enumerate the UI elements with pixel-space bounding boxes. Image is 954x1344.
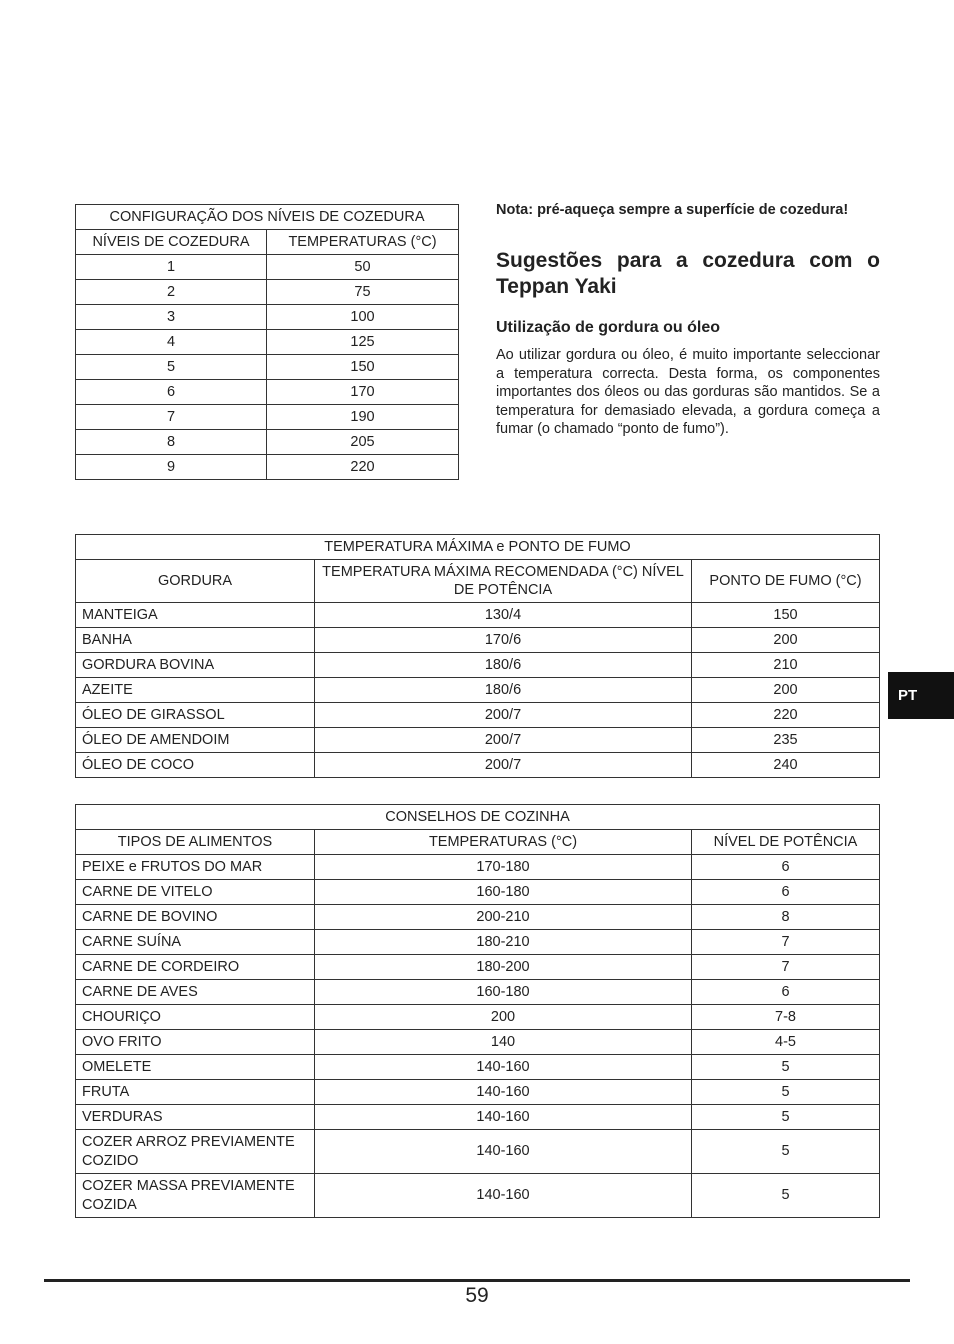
table-row xyxy=(76,255,459,280)
table-row xyxy=(76,455,459,480)
table-cell: 6 xyxy=(692,855,880,880)
table-cell: OMELETE xyxy=(76,1055,315,1080)
table-row xyxy=(76,330,459,355)
table-cell: 190 xyxy=(267,405,459,430)
table-cell: COZER MASSA PREVIAMENTE COZIDA xyxy=(76,1174,315,1218)
table-cell: 170/6 xyxy=(315,628,692,653)
table-row xyxy=(76,703,880,728)
table-cell: AZEITE xyxy=(76,678,315,703)
table-row xyxy=(76,280,459,305)
table-cell: 7 xyxy=(76,405,267,430)
table-row xyxy=(76,678,880,703)
table-cell: 75 xyxy=(267,280,459,305)
advice-header-power-level: NÍVEL DE POTÊNCIA xyxy=(692,830,880,855)
table-cell: 5 xyxy=(692,1055,880,1080)
table-cell: 5 xyxy=(692,1105,880,1130)
table-cell: 160-180 xyxy=(315,880,692,905)
table-cell: 200 xyxy=(692,678,880,703)
table-cell: 150 xyxy=(692,603,880,628)
table-cell: 140 xyxy=(315,1030,692,1055)
table-cell: 140-160 xyxy=(315,1080,692,1105)
table-cell: 125 xyxy=(267,330,459,355)
table-cell: 200/7 xyxy=(315,728,692,753)
advice-table-title: CONSELHOS DE COZINHA xyxy=(76,805,880,830)
table-row xyxy=(76,1080,880,1105)
smoke-point-table xyxy=(75,534,880,778)
table-cell: 4-5 xyxy=(692,1030,880,1055)
table-cell: 7 xyxy=(692,955,880,980)
table-cell: 140-160 xyxy=(315,1055,692,1080)
table-row xyxy=(76,1130,880,1174)
table-cell: 5 xyxy=(692,1130,880,1174)
levels-header-temperature: TEMPERATURAS (°C) xyxy=(267,230,459,255)
table-row xyxy=(76,305,459,330)
section-title: Sugestões para a cozedura com o Teppan Yaki xyxy=(496,249,880,298)
table-row xyxy=(76,628,880,653)
table-cell: 7-8 xyxy=(692,1005,880,1030)
table-cell: 5 xyxy=(692,1080,880,1105)
table-cell: 150 xyxy=(267,355,459,380)
table-row xyxy=(76,905,880,930)
levels-table-body xyxy=(76,255,459,480)
table-cell: 1 xyxy=(76,255,267,280)
table-cell: 200/7 xyxy=(315,703,692,728)
table-row xyxy=(76,955,880,980)
table-cell: BANHA xyxy=(76,628,315,653)
table-row xyxy=(76,653,880,678)
table-row xyxy=(76,603,880,628)
table-cell: 180/6 xyxy=(315,653,692,678)
table-cell: 3 xyxy=(76,305,267,330)
table-cell: 8 xyxy=(692,905,880,930)
table-cell: 240 xyxy=(692,753,880,778)
table-row xyxy=(76,880,880,905)
table-cell: 9 xyxy=(76,455,267,480)
table-cell: 6 xyxy=(692,980,880,1005)
footer-divider xyxy=(44,1279,910,1282)
table-row xyxy=(76,1030,880,1055)
fat-table-body xyxy=(76,603,880,778)
table-cell: CARNE DE BOVINO xyxy=(76,905,315,930)
table-cell: ÓLEO DE GIRASSOL xyxy=(76,703,315,728)
advice-header-food-type: TIPOS DE ALIMENTOS xyxy=(76,830,315,855)
table-cell: 140-160 xyxy=(315,1130,692,1174)
table-cell: 180-210 xyxy=(315,930,692,955)
table-cell: OVO FRITO xyxy=(76,1030,315,1055)
table-cell: GORDURA BOVINA xyxy=(76,653,315,678)
body-paragraph: Ao utilizar gordura ou óleo, é muito importante seleccionar a temperatura correcta. Desta forma, os componentes importantes dos óleos ou das gorduras são mantidos. Se a temperatura for demasiado elevada, a gordura começa a fumar (o chamado “ponto de fumo”). xyxy=(496,347,880,438)
table-cell: PEIXE e FRUTOS DO MAR xyxy=(76,855,315,880)
fat-header-max-temperature: TEMPERATURA MÁXIMA RECOMENDADA (°C) NÍVEL DE POTÊNCIA xyxy=(315,560,692,603)
table-cell: 140-160 xyxy=(315,1105,692,1130)
table-row xyxy=(76,855,880,880)
table-cell: 140-160 xyxy=(315,1174,692,1218)
table-row xyxy=(76,1174,880,1218)
table-cell: ÓLEO DE AMENDOIM xyxy=(76,728,315,753)
table-cell: 180-200 xyxy=(315,955,692,980)
cooking-advice-table xyxy=(75,804,880,1218)
table-row xyxy=(76,1005,880,1030)
table-row xyxy=(76,380,459,405)
table-cell: 205 xyxy=(267,430,459,455)
table-cell: 235 xyxy=(692,728,880,753)
table-cell: CARNE DE CORDEIRO xyxy=(76,955,315,980)
table-cell: 4 xyxy=(76,330,267,355)
advice-table-body xyxy=(76,855,880,1218)
table-cell: CARNE SUÍNA xyxy=(76,930,315,955)
table-cell: 130/4 xyxy=(315,603,692,628)
table-row xyxy=(76,1105,880,1130)
page-number: 59 xyxy=(465,1284,489,1307)
table-cell: 220 xyxy=(267,455,459,480)
table-cell: 200 xyxy=(315,1005,692,1030)
table-cell: ÓLEO DE COCO xyxy=(76,753,315,778)
table-row xyxy=(76,1055,880,1080)
preheat-note: Nota: pré-aqueça sempre a superfície de cozedura! xyxy=(496,202,849,218)
cooking-levels-table xyxy=(75,204,459,480)
levels-table-title: CONFIGURAÇÃO DOS NÍVEIS DE COZEDURA xyxy=(76,205,459,230)
table-cell: 200/7 xyxy=(315,753,692,778)
table-cell: CARNE DE VITELO xyxy=(76,880,315,905)
table-cell: 160-180 xyxy=(315,980,692,1005)
table-cell: 170 xyxy=(267,380,459,405)
table-cell: 180/6 xyxy=(315,678,692,703)
table-row xyxy=(76,753,880,778)
table-cell: 200 xyxy=(692,628,880,653)
table-row xyxy=(76,980,880,1005)
table-cell: VERDURAS xyxy=(76,1105,315,1130)
table-row xyxy=(76,405,459,430)
table-cell: 170-180 xyxy=(315,855,692,880)
language-tab: PT xyxy=(888,672,954,719)
table-row xyxy=(76,430,459,455)
table-cell: 8 xyxy=(76,430,267,455)
table-cell: 6 xyxy=(76,380,267,405)
table-cell: COZER ARROZ PREVIAMENTE COZIDO xyxy=(76,1130,315,1174)
table-row xyxy=(76,728,880,753)
table-cell: 50 xyxy=(267,255,459,280)
table-cell: 210 xyxy=(692,653,880,678)
fat-table-title: TEMPERATURA MÁXIMA e PONTO DE FUMO xyxy=(76,535,880,560)
table-cell: 5 xyxy=(692,1174,880,1218)
table-cell: 220 xyxy=(692,703,880,728)
table-row xyxy=(76,355,459,380)
sub-title: Utilização de gordura ou óleo xyxy=(496,319,721,336)
table-cell: 100 xyxy=(267,305,459,330)
fat-header-smoke-point: PONTO DE FUMO (°C) xyxy=(692,560,880,603)
levels-header-level: NÍVEIS DE COZEDURA xyxy=(76,230,267,255)
table-cell: FRUTA xyxy=(76,1080,315,1105)
advice-header-temperature: TEMPERATURAS (°C) xyxy=(315,830,692,855)
table-cell: CARNE DE AVES xyxy=(76,980,315,1005)
table-row xyxy=(76,930,880,955)
table-cell: 6 xyxy=(692,880,880,905)
table-cell: MANTEIGA xyxy=(76,603,315,628)
table-cell: CHOURIÇO xyxy=(76,1005,315,1030)
table-cell: 7 xyxy=(692,930,880,955)
fat-header-fat: GORDURA xyxy=(76,560,315,603)
table-cell: 5 xyxy=(76,355,267,380)
table-cell: 200-210 xyxy=(315,905,692,930)
table-cell: 2 xyxy=(76,280,267,305)
